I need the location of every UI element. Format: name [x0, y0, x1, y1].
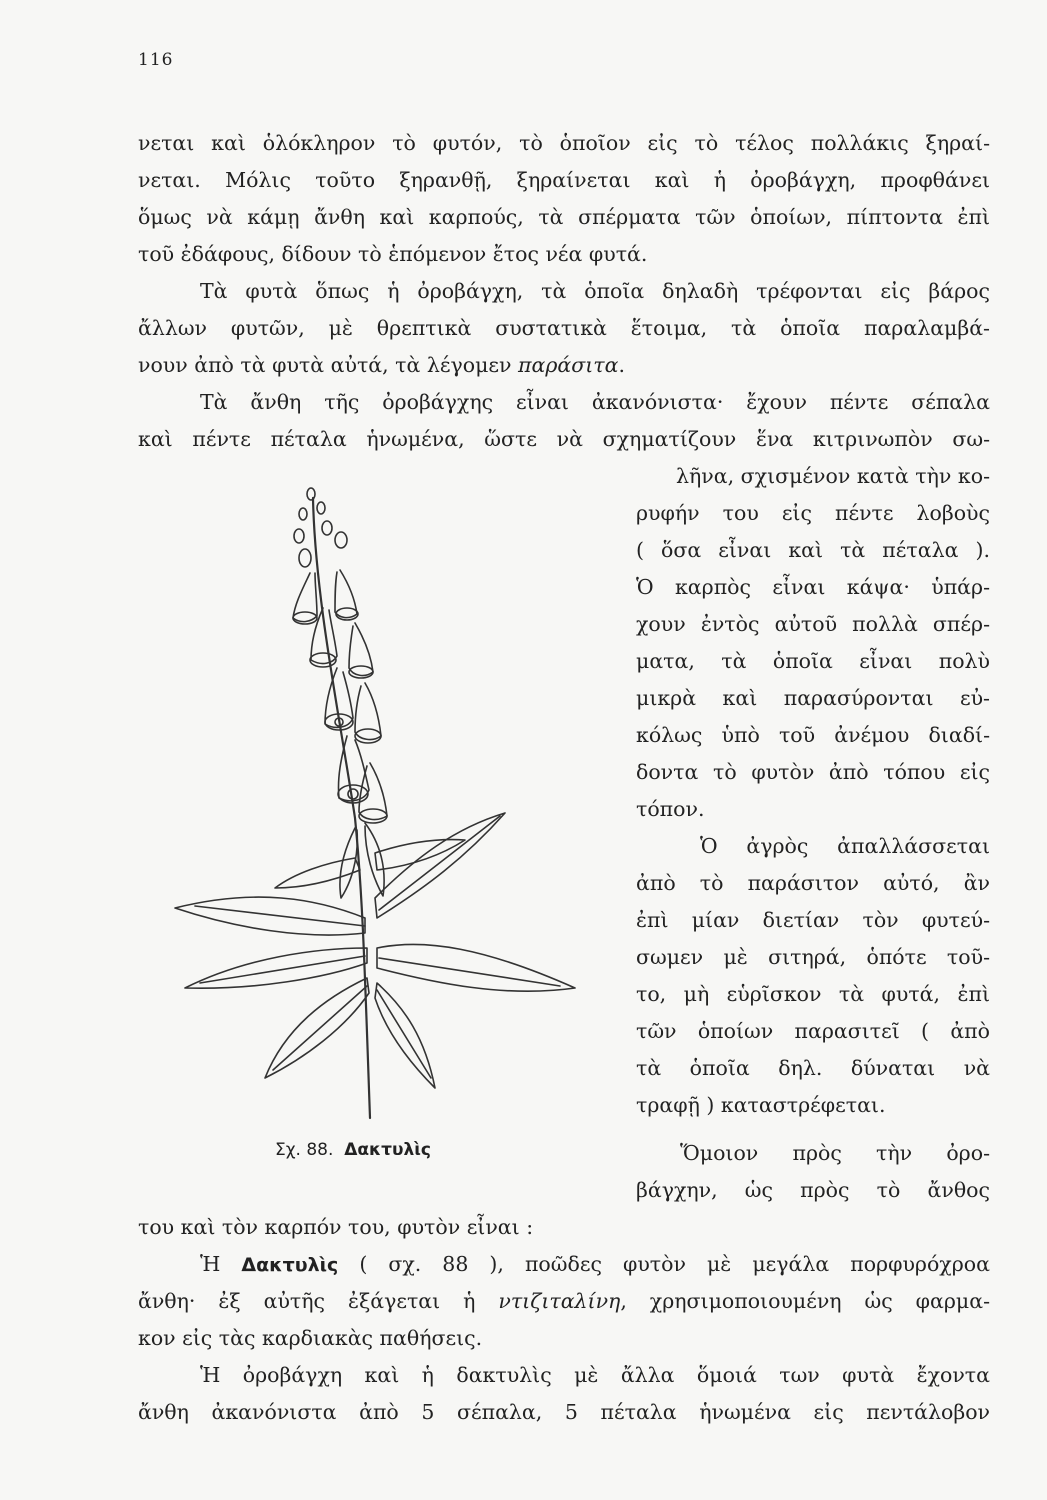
text-line: κον εἰς τὰς καρδιακὰς παθήσεις.: [138, 1326, 483, 1350]
text-line: ὅμως νὰ κάμῃ ἄνθη καὶ καρπούς, τὰ σπέρματα τῶν ὁποίων, πίπτοντα ἐπὶ: [138, 205, 990, 229]
page-number: 116: [138, 50, 174, 70]
text-line: ἄνθη ἀκανόνιστα ἀπὸ 5 σέπαλα, 5 πέταλα ἡνωμένα εἰς πεντάλοβον: [138, 1400, 990, 1424]
text-line: κόλως ὑπὸ τοῦ ἀνέμου διαδί-: [636, 723, 990, 747]
text-line: ρυφήν του εἰς πέντε λοβοὺς: [636, 501, 990, 525]
text-span: ( σχ. 88 ), ποῶδες φυτὸν μὲ μεγάλα πορφυρόχροα: [359, 1252, 990, 1276]
text-span: , χρησιμοποιουμένη ὡς φαρμα-: [620, 1289, 990, 1313]
text-line: νεται. Μόλις τοῦτο ξηρανθῇ, ξηραίνεται καὶ ἡ ὀροβάγχη, προφθάνει: [138, 168, 990, 192]
text-line: λῆνα, σχισμένον κατὰ τὴν κο-: [676, 464, 990, 488]
text-line: [200, 1254, 990, 1275]
text-line: τραφῇ ) καταστρέφεται.: [636, 1093, 886, 1117]
text-line: του καὶ τὸν καρπόν του, φυτὸν εἶναι :: [138, 1215, 534, 1239]
text-line: [138, 1291, 990, 1312]
text-line: ματα, τὰ ὁποῖα εἶναι πολὺ: [636, 649, 990, 673]
text-span: νουν ἀπὸ τὰ φυτὰ αὐτά, τὰ λέγομεν: [138, 353, 512, 377]
text-line: τόπον.: [636, 797, 705, 821]
text-line: καὶ πέντε πέταλα ἡνωμένα, ὥστε νὰ σχηματίζουν ἕνα κιτρινωπὸν σω-: [138, 427, 990, 451]
text-line: τῶν ὁποίων παρασιτεῖ ( ἀπὸ: [636, 1019, 990, 1043]
text-line: χουν ἐντὸς αὐτοῦ πολλὰ σπέρ-: [636, 612, 990, 636]
text-span: ἄνθη· ἐξ αὐτῆς ἐξάγεται ἡ: [138, 1289, 476, 1313]
text-line: Ἡ ὀροβάγχη καὶ ἡ δακτυλὶς μὲ ἄλλα ὅμοιά των φυτὰ ἔχοντα: [200, 1363, 990, 1387]
text-line: ἐπὶ μίαν διετίαν τὸν φυτεύ-: [636, 908, 990, 932]
caption-name: Δακτυλὶς: [344, 1140, 431, 1160]
foxglove-illustration: [165, 478, 595, 1128]
text-line: μικρὰ καὶ παρασύρονται εὐ-: [636, 686, 990, 710]
text-line: δοντα τὸ φυτὸν ἀπὸ τόπου εἰς: [636, 760, 990, 784]
text-line: Ὅμοιον πρὸς τὴν ὀρο-: [680, 1141, 990, 1165]
term-digitalin: ντιζιταλίνη: [498, 1289, 621, 1313]
term-daktylis: Δακτυλὶς: [241, 1254, 339, 1276]
text-span: Ἡ: [200, 1252, 221, 1276]
text-line: σωμεν μὲ σιτηρά, ὁπότε τοῦ-: [636, 945, 990, 969]
caption-label: Σχ. 88.: [275, 1140, 334, 1160]
text-line: ἄλλων φυτῶν, μὲ θρεπτικὰ συστατικὰ ἕτοιμα, τὰ ὁποῖα παραλαμβά-: [138, 316, 990, 340]
text-line: Ὁ ἀγρὸς ἀπαλλάσσεται: [700, 834, 990, 858]
text-line: βάγχην, ὡς πρὸς τὸ ἄνθος: [636, 1178, 990, 1202]
text-line: τὰ ὁποῖα δηλ. δύναται νὰ: [636, 1056, 990, 1080]
text-line: ἀπὸ τὸ παράσιτον αὐτό, ἂν: [636, 871, 990, 895]
term-parasita: παράσιτα: [518, 353, 619, 377]
text-line: το, μὴ εὑρῖσκον τὰ φυτά, ἐπὶ: [636, 982, 990, 1006]
text-line: Τὰ φυτὰ ὅπως ἡ ὀροβάγχη, τὰ ὁποῖα δηλαδὴ τρέφονται εἰς βάρος: [200, 279, 990, 303]
text-line: νουν ἀπὸ τὰ φυτὰ αὐτά, τὰ λέγομεν παράσιτα.: [138, 353, 625, 377]
figure-caption: [275, 1140, 431, 1160]
text-line: τοῦ ἐδάφους, δίδουν τὸ ἑπόμενον ἔτος νέα φυτά.: [138, 242, 648, 266]
text-line: ( ὅσα εἶναι καὶ τὰ πέταλα ).: [636, 538, 990, 562]
text-line: νεται καὶ ὁλόκληρον τὸ φυτόν, τὸ ὁποῖον εἰς τὸ τέλος πολλάκις ξηραί-: [138, 131, 990, 155]
text-line: Τὰ ἄνθη τῆς ὀροβάγχης εἶναι ἀκανόνιστα· ἔχουν πέντε σέπαλα: [200, 390, 990, 414]
text-line: Ὁ καρπὸς εἶναι κάψα· ὑπάρ-: [636, 575, 990, 599]
